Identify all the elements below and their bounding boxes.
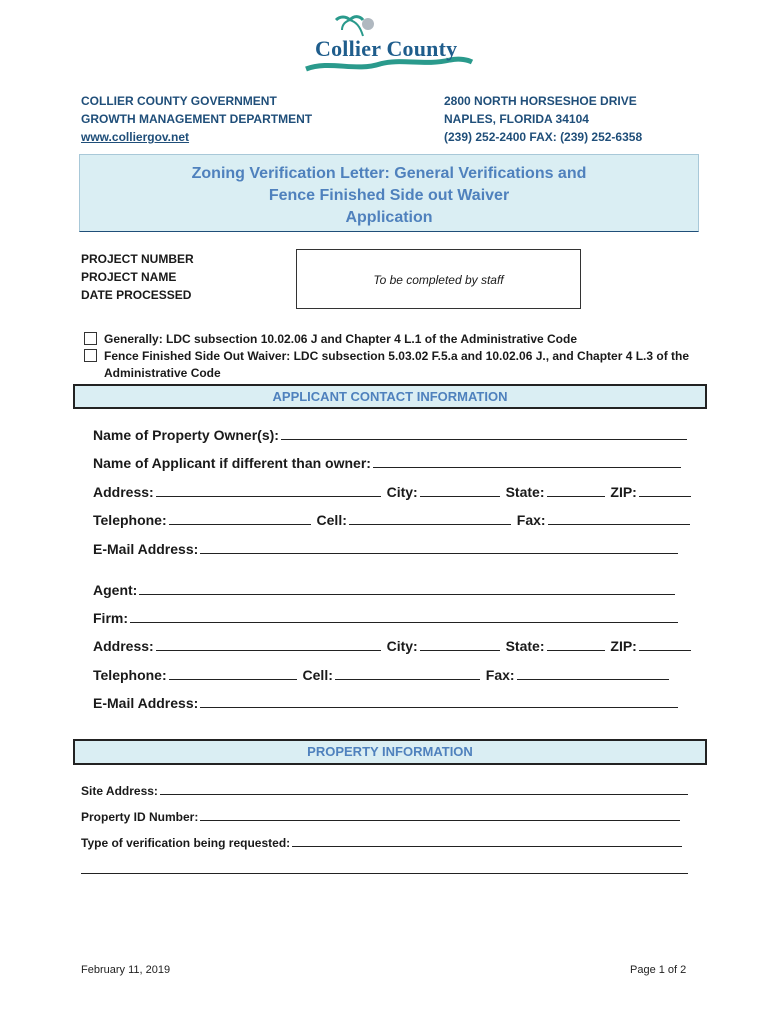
property-id-label: Property ID Number: [81, 810, 199, 824]
agent-email-input[interactable] [200, 696, 678, 708]
agent-email-label: E-Mail Address: [93, 695, 199, 711]
owner-input[interactable] [281, 428, 687, 440]
office-address-block [444, 92, 642, 146]
telephone-label: Telephone: [93, 512, 167, 528]
fence-waiver-label: Fence Finished Side Out Waiver: LDC subsection 5.03.02 F.5.a and 10.02.06 J., and Chapter 4 L.3 of the Administrative Code [104, 349, 690, 380]
address-input[interactable] [156, 485, 381, 497]
firm-label: Firm: [93, 610, 128, 626]
agent-state-label: State: [505, 638, 545, 654]
form-title [79, 154, 699, 232]
collier-county-logo [300, 14, 475, 76]
applicant-section-header [73, 384, 707, 409]
date-processed-label: DATE PROCESSED [81, 288, 192, 302]
property-id-row [81, 810, 680, 824]
footer-date: February 11, 2019 [81, 964, 171, 976]
agent-city-input[interactable] [420, 639, 500, 651]
title-line-2: Fence Finished Side out Waiver [268, 187, 510, 204]
cell-label: Cell: [316, 512, 347, 528]
property-section-header [73, 739, 707, 765]
generally-checkbox[interactable] [84, 332, 97, 345]
applicant-label: Name of Applicant if different than owner: [93, 455, 371, 471]
owner-label: Name of Property Owner(s): [93, 427, 279, 443]
property-id-input[interactable] [200, 810, 680, 821]
agent-email-row [93, 695, 680, 711]
fax-input[interactable] [548, 513, 690, 525]
agent-fax-input[interactable] [517, 668, 669, 680]
website-link[interactable]: www.colliergov.net [81, 130, 190, 144]
email-input[interactable] [200, 542, 678, 554]
agent-cell-input[interactable] [335, 668, 480, 680]
verification-type-input[interactable] [292, 836, 682, 847]
agent-zip-input[interactable] [639, 639, 691, 651]
title-line-3: Application [345, 209, 433, 226]
agent-row [93, 582, 677, 598]
cell-input[interactable] [349, 513, 511, 525]
agent-telephone-input[interactable] [169, 668, 297, 680]
agent-zip-label: ZIP: [610, 638, 637, 654]
applicant-row [93, 455, 683, 471]
email-row [93, 541, 680, 557]
telephone-input[interactable] [169, 513, 311, 525]
state-label: State: [505, 484, 545, 500]
generally-label: Generally: LDC subsection 10.02.06 J and Chapter 4 L.1 of the Administrative Code [104, 332, 578, 346]
site-address-row [81, 784, 688, 798]
address-label: Address: [93, 484, 154, 500]
applicant-input[interactable] [373, 456, 681, 468]
verification-type-row [81, 836, 682, 850]
owner-row [93, 427, 689, 443]
department-name: GROWTH MANAGEMENT DEPARTMENT [81, 112, 313, 126]
city-label: City: [386, 484, 418, 500]
project-name-label: PROJECT NAME [81, 270, 177, 284]
state-input[interactable] [547, 485, 605, 497]
property-section-title: PROPERTY INFORMATION [307, 744, 473, 759]
firm-input[interactable] [130, 611, 678, 623]
agent-address-row [93, 638, 693, 654]
agent-state-input[interactable] [547, 639, 605, 651]
site-address-label: Site Address: [81, 784, 158, 798]
agent-address-label: Address: [93, 638, 154, 654]
staff-note: To be completed by staff [373, 273, 504, 287]
site-address-input[interactable] [160, 784, 688, 795]
fax-label: Fax: [516, 512, 546, 528]
title-line-1: Zoning Verification Letter: General Verifications and [191, 165, 587, 182]
logo-text: Collier County [315, 36, 458, 61]
agent-fax-label: Fax: [485, 667, 515, 683]
address-row [93, 484, 693, 500]
applicant-section-title: APPLICANT CONTACT INFORMATION [272, 389, 508, 404]
agent-city-label: City: [386, 638, 418, 654]
verification-type-continuation-line[interactable] [81, 873, 688, 874]
fence-waiver-checkbox[interactable] [84, 349, 97, 362]
agent-input[interactable] [139, 583, 675, 595]
agent-phone-row [93, 667, 671, 683]
street-address: 2800 NORTH HORSESHOE DRIVE [444, 94, 637, 108]
agent-telephone-label: Telephone: [93, 667, 167, 683]
phone-row [93, 512, 692, 528]
footer-page-number: Page 1 of 2 [630, 964, 687, 976]
staff-only-box [296, 249, 581, 309]
email-label: E-Mail Address: [93, 541, 199, 557]
city-state-zip: NAPLES, FLORIDA 34104 [444, 112, 589, 126]
project-labels [81, 250, 194, 304]
agent-label: Agent: [93, 582, 138, 598]
project-number-label: PROJECT NUMBER [81, 252, 194, 266]
agent-cell-label: Cell: [302, 667, 333, 683]
firm-row [93, 610, 680, 626]
agent-address-input[interactable] [156, 639, 381, 651]
org-name: COLLIER COUNTY GOVERNMENT [81, 94, 277, 108]
phone-fax: (239) 252-2400 FAX: (239) 252-6358 [444, 130, 643, 144]
verification-type-label: Type of verification being requested: [81, 836, 291, 850]
city-input[interactable] [420, 485, 500, 497]
zip-label: ZIP: [610, 484, 637, 500]
department-address-block [81, 92, 312, 146]
zip-input[interactable] [639, 485, 691, 497]
